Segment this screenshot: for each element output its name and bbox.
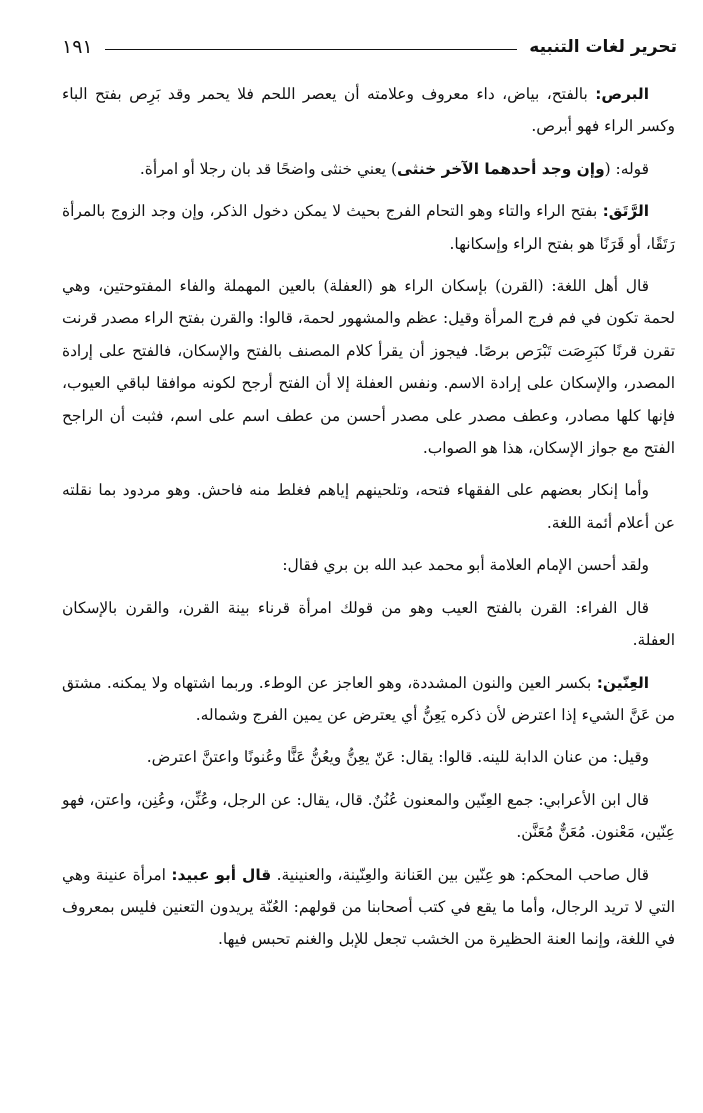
paragraph-text: بكسر العين والنون المشددة، وهو العاجز عن الوطء. وربما اشتهاه ولا يمكنه. مشتق من عَنَّ الشيء إذا اعترض لأن ذكره يَعِنُّ أي يعترض عن يمين الفرج وشماله. — [62, 673, 675, 724]
paragraph-text: امرأة عنينة وهي التي لا تريد الرجال، وأما ما يقع في كتب أصحابنا من قولهم: العُنّة يريدون التعنين فليس بمعروف في اللغة، وإنما العنة الحظيرة من الخشب تجعل للإبل والغنم تحبس فيها. — [62, 865, 675, 949]
running-title: تحرير لغات التنبيه — [529, 37, 677, 57]
paragraph-ratq — [62, 195, 675, 260]
term-abu-ubaid: قال أبو عبيد: — [171, 865, 272, 884]
paragraph-text: ) يعني خنثى واضحًا قد بان رجلا أو امرأة. — [139, 159, 398, 178]
paragraph-lead: قال صاحب المحكم: هو عِنّين بين العَنانة والعِنّينة، والعنينية. — [271, 865, 649, 884]
term-ratq: الرَّتَق: — [602, 202, 649, 221]
term-innin: العِنّين: — [596, 673, 649, 692]
paragraph-muhkam — [62, 859, 675, 956]
paragraph-khuntha — [62, 153, 675, 185]
paragraph-innin — [62, 667, 675, 732]
page-number: ١٩١ — [62, 36, 93, 58]
page-header — [62, 30, 677, 64]
paragraph-lead: قوله: ( — [604, 159, 649, 178]
page-body — [62, 78, 675, 966]
paragraph-ibn-arabi: قال ابن الأعرابي: جمع العِنّين والمعنون عُنُنٌ. قال، يقال: عن الرجل، وعُنِّن، وعُنِن، واعتن، فهو عِنّين، مَعْنون. مُعَنٌّ مُعَنَّن. — [62, 790, 675, 842]
header-rule — [105, 49, 518, 50]
paragraph-baras — [62, 78, 675, 143]
paragraph-ibn-barri: ولقد أحسن الإمام العلامة أبو محمد عبد الله بن بري فقال: — [282, 556, 649, 575]
paragraph-text: بالفتح، بياض، داء معروف وعلامته أن يعصر اللحم فلا يحمر وقد بَرِص بفتح الباء وكسر الراء فهو أبرص. — [62, 85, 675, 136]
term-baras: البرص: — [595, 85, 649, 103]
paragraph-qarn: قال أهل اللغة: (القرن) بإسكان الراء هو (العفلة) بالعين المهملة والفاء المفتوحتين، وهي لحمة تكون في فم فرج المرأة وقيل: عظم والمشهور لحمة، قالوا: والقرن بفتح الراء مصدر قرنت تقرن قرنًا كبَرِصَت تَبْرَص برصًا. فيجوز أن يقرأ كلام المصنف بالفتح والإسكان، فالفتح على إرادة المصدر، والإسكان على إرادة الاسم. ونفس العفلة إلا أن الفتح أرجح لكونه موافقا لباقي العيوب، فإنها كلها مصادر، وعطف مصدر على مصدر أحسن من عطف اسم على اسم، فثبت أن الراجح الفتح مع جواز الإسكان، هذا هو الصواب. — [62, 277, 675, 458]
paragraph-inan: وقيل: من عنان الدابة للينه. قالوا: يقال: عَنّ يعِنُّ ويعُنُّ عَنًّا وعُنونًا واعتنَّ اعترض. — [146, 748, 649, 767]
paragraph-text: بفتح الراء والتاء وهو التحام الفرج بحيث لا يمكن دخول الذكر، وإن وجد الزوج بالمرأة رَتَقًا، أو قَرَنًا هو بفتح الراء وإسكانها. — [62, 202, 675, 253]
term-khuntha: وإن وجد أحدهما الآخر خنثى — [397, 159, 605, 178]
paragraph-farra: قال الفراء: القرن بالفتح العيب وهو من قولك امرأة قرناء بينة القرن، والقرن بالإسكان العفلة. — [62, 598, 675, 650]
paragraph-rebuttal: وأما إنكار بعضهم على الفقهاء فتحه، وتلحينهم إياهم فغلط منه فاحش. وهو مردود بما نقلته عن أعلام أئمة اللغة. — [62, 481, 675, 532]
